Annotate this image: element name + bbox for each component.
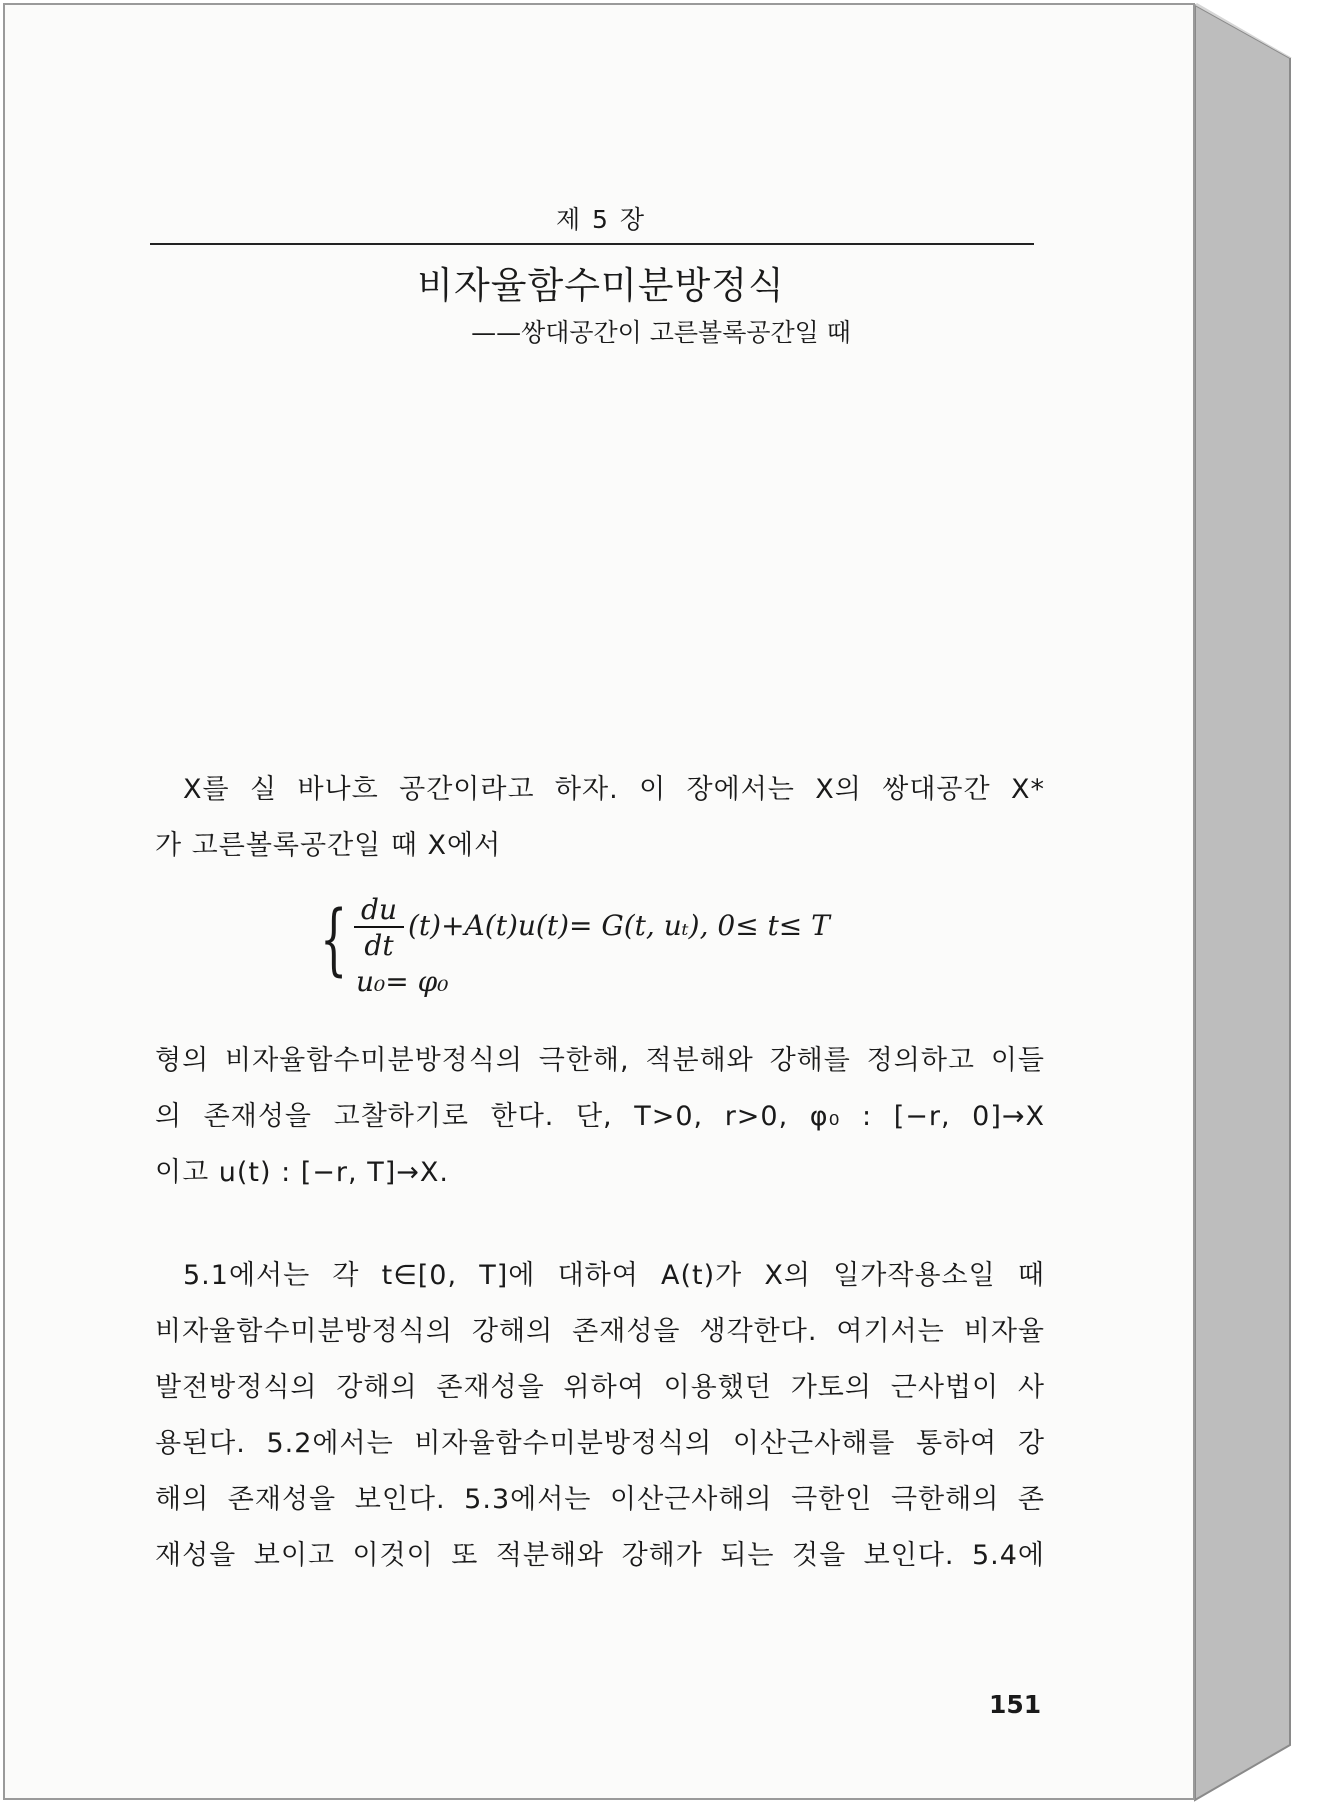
definition-paragraph [155,1038,1045,1206]
intro-line: 가 고른볼록공간일 때 X에서 [155,830,502,861]
equation-system [320,893,920,1003]
derivative-fraction [354,893,404,961]
overview-line: 용된다. 5.2에서는 비자율함수미분방정식의 이산근사해를 통하여 강 [155,1428,1045,1459]
equation-line: (t)+A(t)u(t)= G(t, uₜ), 0≤ t≤ T [408,909,830,942]
page-number: 151 [989,1690,1042,1719]
book-page [3,3,1195,1800]
initial-condition: u₀= φ₀ [356,965,449,998]
chapter-label: 제 5 장 [555,205,647,234]
overview-line: 발전방정식의 강해의 존재성을 위하여 이용했던 가토의 근사법이 사 [155,1372,1045,1403]
fraction-denominator: dt [364,929,394,962]
overview-line: 해의 존재성을 보인다. 5.3에서는 이산근사해의 극한인 극한해의 존 [155,1484,1045,1515]
overview-paragraph [155,1253,1045,1589]
fraction-bar [354,926,404,928]
fraction-numerator: du [361,893,397,926]
equation-brace: { [320,895,348,985]
chapter-title: 비자율함수미분방정식 [417,264,785,307]
definition-line: 형의 비자율함수미분방정식의 극한해, 적분해와 강해를 정의하고 이들 [155,1045,1045,1076]
overview-line: 재성을 보이고 이것이 또 적분해와 강해가 되는 것을 보인다. 5.4에 [155,1540,1045,1571]
overview-line: 5.1에서는 각 t∈[0, T]에 대하여 A(t)가 X의 일가작용소일 때 [183,1260,1045,1291]
chapter-subtitle: ——쌍대공간이 고른볼록공간일 때 [471,318,851,347]
chapter-rule [150,243,1034,245]
intro-paragraph [155,767,1045,879]
definition-line: 의 존재성을 고찰하기로 한다. 단, T>0, r>0, φ₀ : [−r, 0]→X [155,1101,1045,1132]
intro-line: X를 실 바나흐 공간이라고 하자. 이 장에서는 X의 쌍대공간 X* [183,774,1045,805]
overview-line: 비자율함수미분방정식의 강해의 존재성을 생각한다. 여기서는 비자율 [155,1316,1045,1347]
definition-line: 이고 u(t) : [−r, T]→X. [155,1157,449,1188]
